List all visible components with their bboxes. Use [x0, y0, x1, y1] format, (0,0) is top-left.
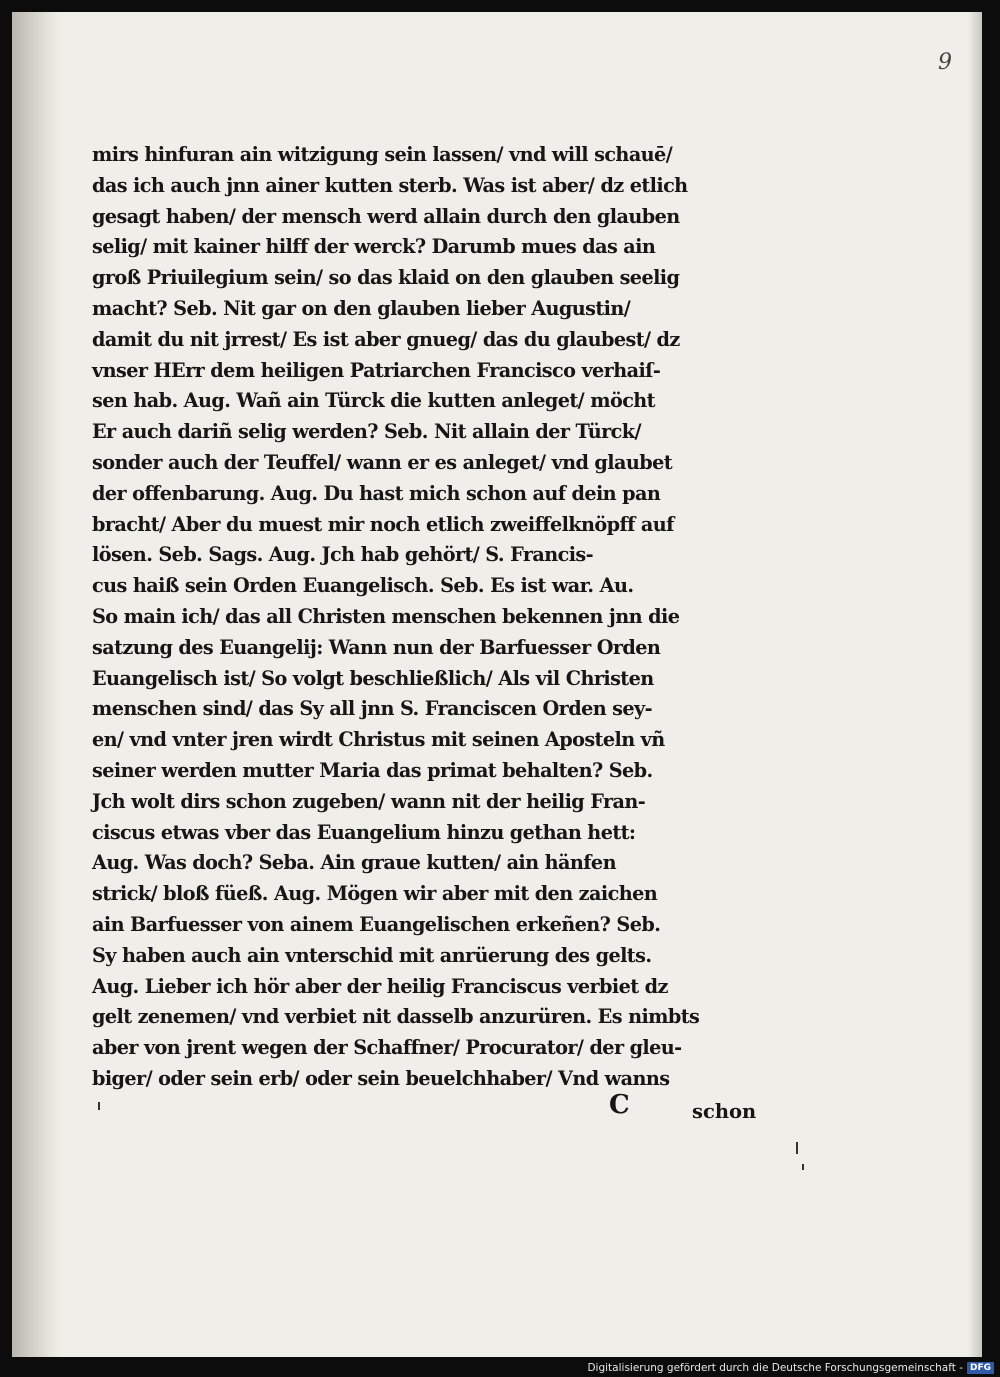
funding-credit-text: Digitalisierung gefördert durch die Deutsche Forschungsgemeinschaft - [587, 1362, 963, 1374]
text-line: cus haiß sein Orden Euangelisch. Seb. Es ist war. Au. [92, 574, 634, 598]
text-line: aber von jrent wegen der Schaffner/ Procurator/ der gleu- [92, 1036, 682, 1060]
text-line: das ich auch jnn ainer kutten sterb. Was ist aber/ dz etlich [92, 173, 688, 197]
text-line: damit du nit jrrest/ Es ist aber gnueg/ das du glaubest/ dz [92, 327, 680, 351]
text-line: ciscus etwas vber das Euangelium hinzu gethan hett: [92, 820, 636, 844]
folio-number: 9 [938, 50, 952, 75]
text-line: groß Priuilegium sein/ so das klaid on den glauben seelig [92, 266, 680, 290]
text-line: gelt zenemen/ vnd verbiet nit dasselb anzurüren. Es nimbts [92, 1005, 700, 1029]
signature-mark: C [609, 1090, 630, 1120]
text-line: selig/ mit kainer hilff der werck? Darumb mues das ain [92, 235, 656, 259]
dfg-logo: DFG [967, 1362, 994, 1374]
text-line: seiner werden mutter Maria das primat behalten? Seb. [92, 758, 653, 782]
book-page [12, 12, 982, 1357]
text-line: bracht/ Aber du muest mir noch etlich zweiffelknöpff auf [92, 512, 674, 536]
text-line: So main ich/ das all Christen menschen bekennen jnn die [92, 604, 680, 628]
text-line: Aug. Was doch? Seba. Ain graue kutten/ ain hänfen [92, 851, 616, 875]
text-line: menschen sind/ das Sy all jnn S. Franciscen Orden sey- [92, 697, 653, 721]
text-line: der offenbarung. Aug. Du hast mich schon auf dein pan [92, 481, 661, 505]
text-line: Er auch dariñ selig werden? Seb. Nit allain der Türck/ [92, 420, 641, 444]
catchword: schon [692, 1100, 757, 1123]
text-line: Sy haben auch ain vnterschid mit anrüerung des gelts. [92, 943, 652, 967]
footer-bar [0, 1357, 1000, 1377]
text-line: sonder auch der Teuffel/ wann er es anleget/ vnd glaubet [92, 450, 673, 474]
text-line: macht? Seb. Nit gar on den glauben lieber Augustin/ [92, 296, 631, 320]
text-line: ain Barfuesser von ainem Euangelischen erkeñen? Seb. [92, 912, 661, 936]
text-line: vnser HErr dem heiligen Patriarchen Francisco verhaiſ- [92, 358, 661, 382]
text-line: Aug. Lieber ich hör aber der heilig Franciscus verbiet dz [92, 974, 668, 998]
paper-speck [98, 1102, 100, 1110]
text-line: mirs hinfuran ain witzigung sein lassen/ vnd will schauē/ [92, 143, 673, 166]
text-line: lösen. Seb. Sags. Aug. Jch hab gehört/ S. Francis- [92, 543, 594, 567]
page-edge-shadow [968, 12, 982, 1357]
page-gutter-shadow [12, 12, 60, 1357]
text-line: sen hab. Aug. Wañ ain Türck die kutten anleget/ möcht [92, 389, 655, 413]
paper-speck [802, 1164, 804, 1170]
text-line: strick/ bloß füeß. Aug. Mögen wir aber mit den zaichen [92, 882, 658, 906]
paper-speck [796, 1142, 798, 1154]
text-line: gesagt haben/ der mensch werd allain durch den glauben [92, 204, 680, 228]
page-text-block [92, 140, 792, 1095]
text-line: en/ vnd vnter jren wirdt Christus mit seinen Aposteln vñ [92, 728, 665, 752]
text-line: biger/ oder sein erb/ oder sein beuelchhaber/ Vnd wanns [92, 1066, 670, 1090]
text-line: Euangelisch ist/ So volgt beschließlich/ Als vil Christen [92, 666, 654, 690]
funding-credit [587, 1362, 994, 1374]
text-line: satzung des Euangelij: Wann nun der Barfuesser Orden [92, 635, 661, 659]
text-line: Jch wolt dirs schon zugeben/ wann nit der heilig Fran- [92, 789, 646, 813]
